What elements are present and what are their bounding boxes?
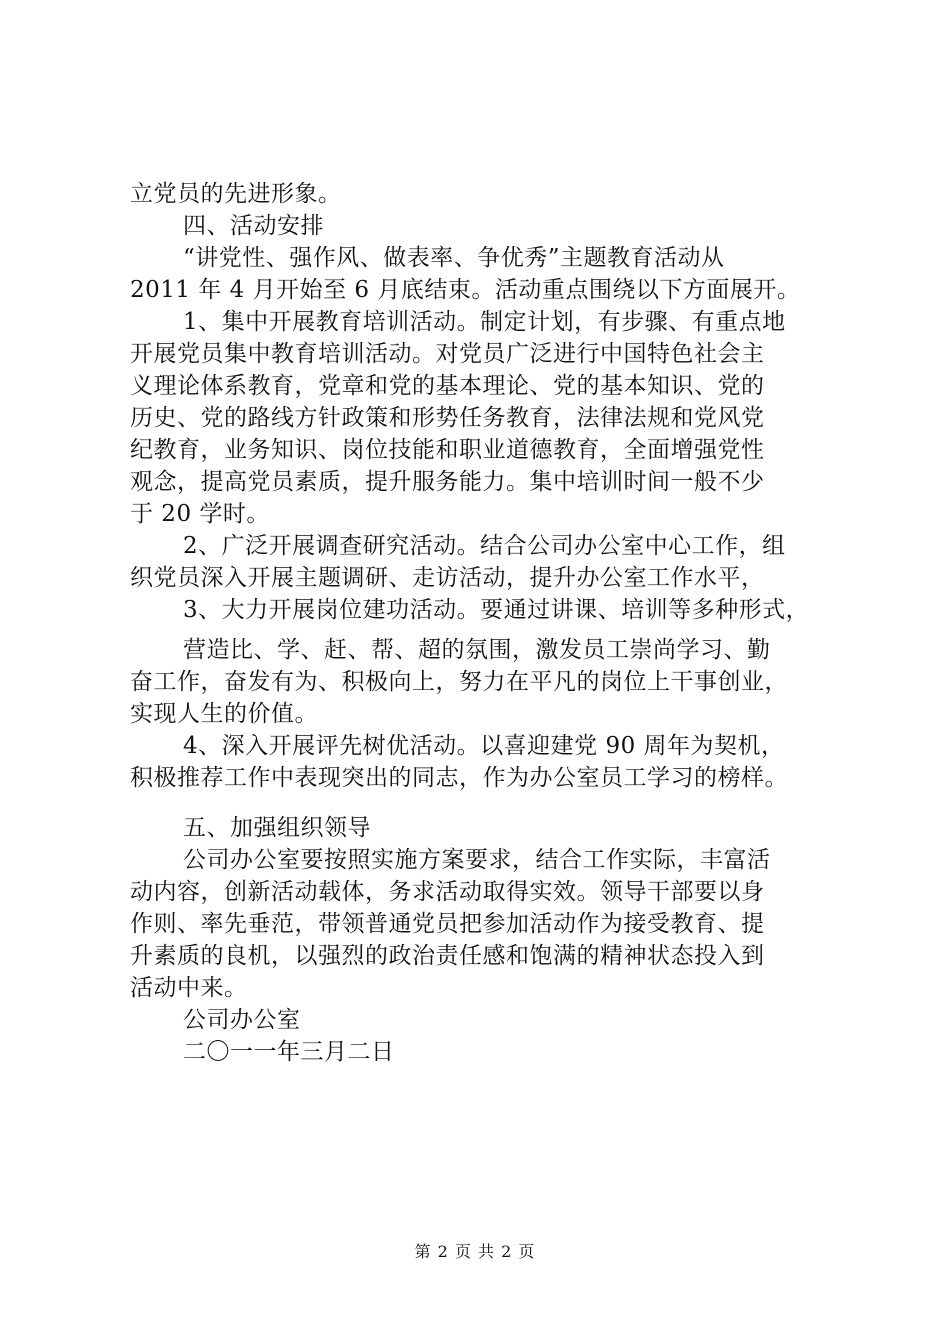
- text-line: 二〇一一年三月二日: [183, 1039, 395, 1065]
- text-line: 观念，提高党员素质，提升服务能力。集中培训时间一般不少: [130, 469, 765, 495]
- text-line: 于 20 学时。: [130, 501, 270, 527]
- text-line: 4、深入开展评先树优活动。以喜迎建党 90 周年为契机，: [183, 733, 785, 759]
- text-line: 实现人生的价值。: [130, 701, 318, 727]
- text-line: 五、加强组织领导: [183, 815, 371, 841]
- text-line: 活动中来。: [130, 975, 248, 1001]
- text-line: 3、大力开展岗位建功活动。要通过讲课、培训等多种形式，: [183, 597, 810, 623]
- text-line: 动内容，创新活动载体，务求活动取得实效。领导干部要以身: [130, 879, 765, 905]
- text-line: 历史、党的路线方针政策和形势任务教育，法律法规和党风党: [130, 405, 765, 431]
- text-line: 公司办公室: [183, 1007, 301, 1033]
- body-text-block-2: [130, 634, 842, 794]
- text-line: 2、广泛开展调查研究活动。结合公司办公室中心工作，组: [183, 533, 786, 559]
- text-line: 纪教育，业务知识、岗位技能和职业道德教育，全面增强党性: [130, 437, 765, 463]
- text-line: “讲党性、强作风、做表率、争优秀”主题教育活动从: [183, 245, 725, 271]
- text-line: 1、集中开展教育培训活动。制定计划，有步骤、有重点地: [183, 309, 786, 335]
- body-text-block-3: [130, 812, 842, 1068]
- text-line: 积极推荐工作中表现突出的同志，作为办公室员工学习的榜样。: [130, 765, 788, 791]
- body-text-block-1: [130, 178, 842, 626]
- text-line: 开展党员集中教育培训活动。对党员广泛进行中国特色社会主: [130, 341, 765, 367]
- text-line: 义理论体系教育，党章和党的基本理论、党的基本知识、党的: [130, 373, 765, 399]
- text-line: 2011 年 4 月开始至 6 月底结束。活动重点围绕以下方面展开。: [130, 277, 801, 303]
- text-line: 织党员深入开展主题调研、走访活动，提升办公室工作水平，: [130, 565, 765, 591]
- page-footer: 第 2 页 共 2 页: [414, 1242, 536, 1261]
- text-line: 升素质的良机，以强烈的政治责任感和饱满的精神状态投入到: [130, 943, 765, 969]
- text-line: 公司办公室要按照实施方案要求，结合工作实际，丰富活: [183, 847, 771, 873]
- text-line: 立党员的先进形象。: [130, 181, 342, 207]
- text-line: 奋工作，奋发有为、积极向上，努力在平凡的岗位上干事创业，: [130, 669, 788, 695]
- text-line: 作则、率先垂范，带领普通党员把参加活动作为接受教育、提: [130, 911, 765, 937]
- text-line: 营造比、学、赶、帮、超的氛围，激发员工崇尚学习、勤: [183, 637, 771, 663]
- text-line: 四、活动安排: [183, 213, 324, 239]
